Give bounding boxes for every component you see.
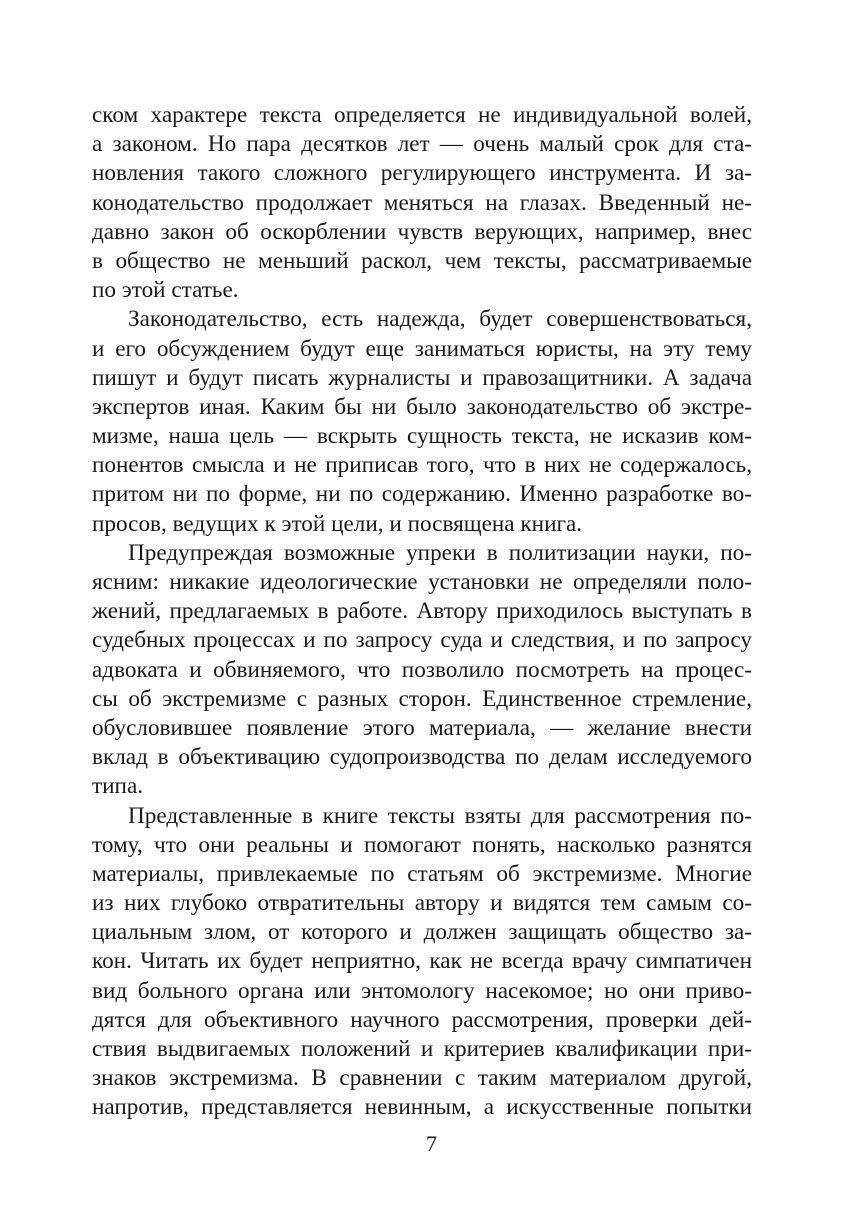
text-line: конодательство продолжает меняться на глазах. Введенный не- [92, 189, 752, 216]
text-line: экспертов иная. Каким бы ни было законодательство об экстре- [92, 393, 752, 420]
text-line: сы об экстремизме с разных сторон. Единственное стремление, [92, 685, 752, 712]
text-line: новления такого сложного регулирующего инструмента. И за- [92, 160, 752, 187]
text-line: адвоката и обвиняемого, что позволило посмотреть на процес- [92, 656, 752, 683]
text-line: Предупреждая возможные упреки в политизации науки, по- [128, 539, 752, 566]
text-line: жений, предлагаемых в работе. Автору приходилось выступать в [92, 598, 752, 625]
text-line: типа. [92, 773, 144, 800]
text-line: понентов смысла и не приписав того, что в них не содержалось, [92, 452, 752, 479]
text-line: пишут и будут писать журналисты и правозащитники. А задача [92, 364, 752, 391]
text-line: ствия выдвигаемых положений и критериев квалификации при- [92, 1036, 752, 1062]
text-line: вид больного органа или энтомологу насекомое; но они приво- [92, 977, 752, 1004]
text-line: мизме, наша цель — вскрыть сущность текста, не исказив ком- [92, 423, 752, 450]
text-line: циальным злом, от которого и должен защищать общество за- [92, 919, 752, 946]
text-line: давно закон об оскорблении чувств верующих, например, внес [92, 218, 752, 245]
text-line: притом ни по форме, ни по содержанию. Именно разработке во- [92, 481, 752, 508]
text-line: обусловившее появление этого материала, — желание внести [92, 714, 752, 741]
text-line: из них глубоко отвратительны автору и видятся тем самым со- [92, 890, 752, 917]
text-line: тому, что они реальны и помогают понять, насколько разнятся [92, 831, 752, 858]
text-line: ском характере текста определяется не индивидуальной волей, [92, 102, 752, 128]
page-number: 7 [426, 1131, 437, 1156]
text-line: по этой статье. [92, 277, 239, 304]
text-line: дятся для объективного научного рассмотрения, проверки дей- [92, 1006, 752, 1033]
text-line: в общество не меньший раскол, чем тексты, рассматриваемые [92, 247, 752, 274]
text-line: вклад в объективацию судопроизводства по делам исследуемого [92, 744, 752, 771]
body-text [92, 101, 752, 1123]
text-line: Представленные в книге тексты взяты для рассмотрения по- [128, 802, 752, 829]
text-line: материалы, привлекаемые по статьям об экстремизме. Многие [92, 860, 752, 887]
text-line: Законодательство, есть надежда, будет совершенствоваться, [128, 306, 752, 333]
text-line: знаков экстремизма. В сравнении с таким материалом другой, [92, 1065, 752, 1092]
text-line: просов, ведущих к этой цели, и посвящена книга. [92, 510, 583, 537]
text-line: и его обсуждением будут еще заниматься юристы, на эту тему [92, 335, 752, 362]
text-line: напротив, представляется невинным, а искусственные попытки [92, 1094, 752, 1121]
text-line: кон. Читать их будет неприятно, как не всегда врачу симпатичен [92, 948, 752, 975]
text-line: ясним: никакие идеологические установки не определяли поло- [92, 569, 752, 595]
text-line: а законом. Но пара десятков лет — очень малый срок для ста- [92, 131, 752, 158]
text-line: судебных процессах и по запросу суда и следствия, и по запросу [92, 627, 752, 654]
